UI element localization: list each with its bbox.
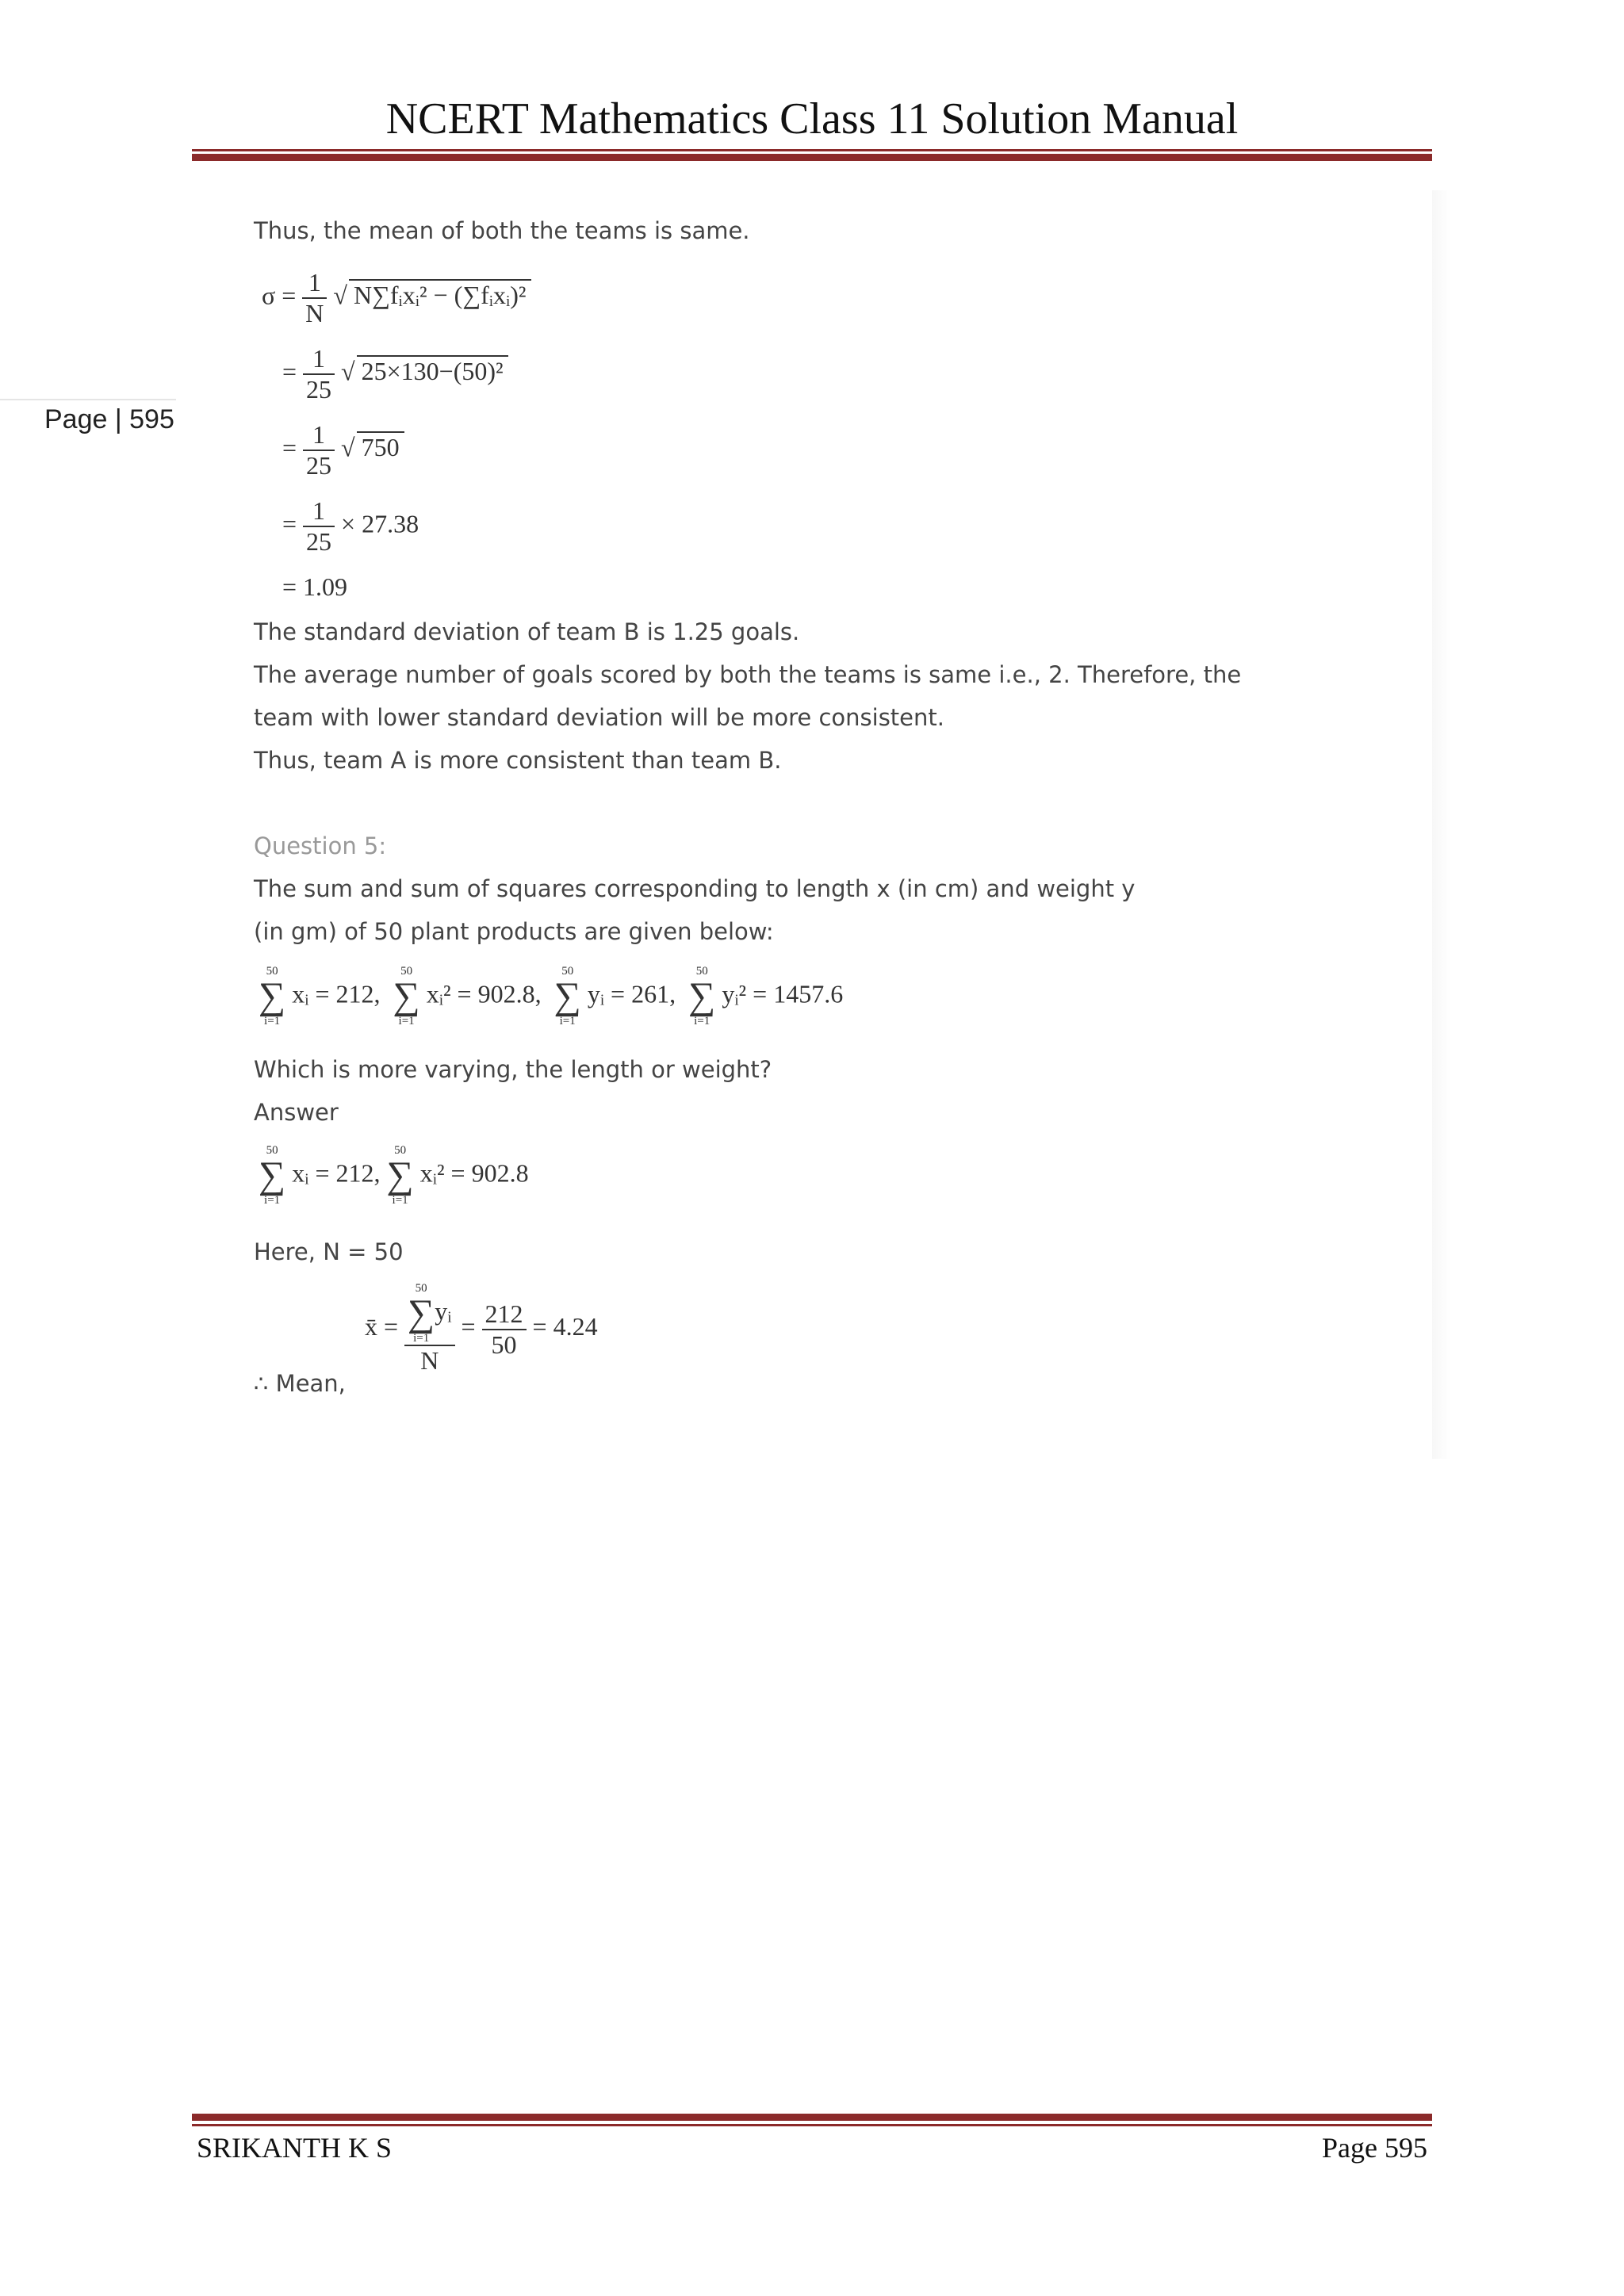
text-line: The standard deviation of team B is 1.25 goals. (254, 618, 800, 645)
side-page-label: Page | 595 (44, 404, 174, 434)
summation: 50 ∑ i=1 (688, 965, 716, 1027)
summation: 50 ∑ i=1 (259, 1144, 286, 1207)
fraction: $\frac{1}{25}$ (303, 496, 335, 557)
page-header-title: NCERT Mathematics Class 11 Solution Manual (385, 94, 1239, 144)
header-rule-thick (192, 154, 1432, 161)
scan-edge-shade (1432, 190, 1451, 1459)
sd-formula-step4: = $\frac{1}{25}$ × 27.38 (282, 496, 419, 556)
footer-author: SRIKANTH K S (197, 2132, 393, 2164)
sd-formula-step5: = 1.09 (282, 572, 348, 601)
radicand: 750 (357, 431, 404, 462)
fraction: $\frac{212}{50}$ (482, 1299, 527, 1360)
fraction: $\frac{1}{25}$ (303, 344, 335, 404)
question-text: The sum and sum of squares corresponding to length x (in cm) and weight y (254, 875, 1136, 902)
text-line: Thus, team A is more consistent than team B. (254, 747, 782, 774)
question-label: Question 5: (254, 832, 387, 859)
mean-formula: x̄ = 50 ∑ i=1 yᵢ N = $\frac{212}{50}$ = 4.24 (365, 1282, 598, 1375)
side-divider (0, 399, 176, 400)
radicand: 25×130−(50)² (357, 355, 508, 386)
fraction: $\frac{1}{N}$ (302, 268, 327, 328)
question-text: Which is more varying, the length or weight? (254, 1056, 772, 1083)
mean-label: ∴ Mean, (254, 1370, 346, 1397)
fraction: 50 ∑ i=1 yᵢ N (404, 1283, 454, 1376)
text-line: The average number of goals scored by both the teams is same i.e., 2. Therefore, the (254, 661, 1242, 688)
given-sums: 50 ∑ i=1 xᵢ = 212, 50 ∑ i=1 xᵢ² = 902.8, 50 ∑ i=1 yᵢ = 261, 50 ∑ i=1 yᵢ² = 1457.6 (259, 965, 844, 1027)
radicand: N∑fᵢxᵢ² − (∑fᵢxᵢ)² (349, 279, 531, 310)
answer-label: Answer (254, 1099, 339, 1126)
sd-lhs: σ = (262, 281, 297, 310)
text-line: team with lower standard deviation will be more consistent. (254, 704, 944, 731)
summation: 50 ∑ i=1 (393, 965, 420, 1027)
sd-formula-step2: = $\frac{1}{25}$ √ 25×130−(50)² (282, 344, 508, 404)
fraction: $\frac{1}{25}$ (303, 420, 335, 480)
sd-formula-step1: σ = $\frac{1}{N}$ √ N∑fᵢxᵢ² − (∑fᵢxᵢ)² (262, 268, 531, 328)
footer-rule-thick (192, 2114, 1432, 2121)
summation: 50 ∑ i=1 (408, 1282, 435, 1345)
answer-sums: 50 ∑ i=1 xᵢ = 212, 50 ∑ i=1 xᵢ² = 902.8 (259, 1144, 529, 1207)
summation: 50 ∑ i=1 (553, 965, 581, 1027)
summation: 50 ∑ i=1 (259, 965, 286, 1027)
footer-rule-thin (192, 2124, 1432, 2126)
sd-formula-step3: = $\frac{1}{25}$ √ 750 (282, 420, 404, 480)
text-line: Thus, the mean of both the teams is same. (254, 217, 750, 244)
question-text: (in gm) of 50 plant products are given below: (254, 918, 774, 945)
header-rule-thin (192, 149, 1432, 151)
summation: 50 ∑ i=1 (386, 1144, 414, 1207)
text-line: Here, N = 50 (254, 1238, 404, 1265)
footer-page-number: Page 595 (1322, 2132, 1427, 2164)
